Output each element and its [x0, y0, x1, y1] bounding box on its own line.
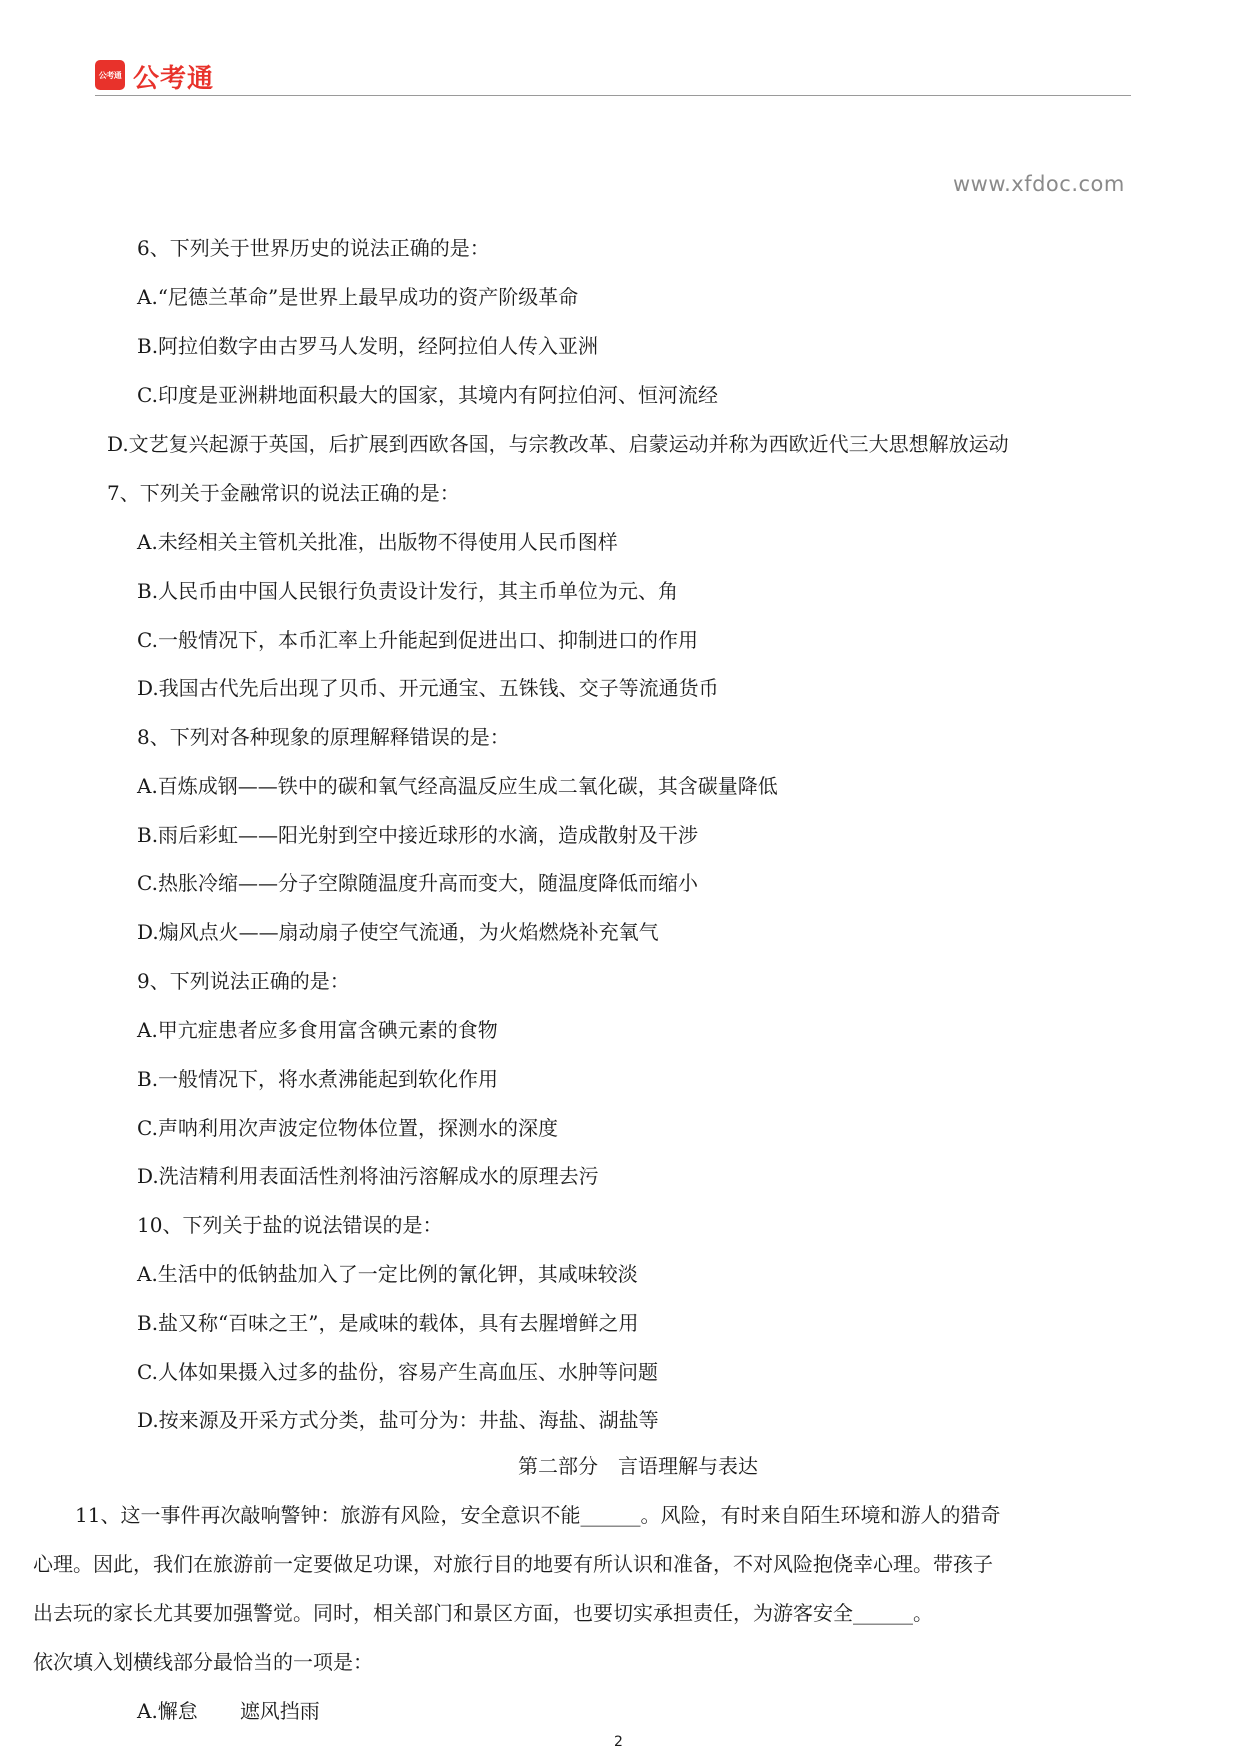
question-11-line-2: 心理。因此，我们在旅游前一定要做足功课，对旅行目的地要有所认识和准备，不对风险抱侥幸心理。带孩子 [33, 1552, 993, 1576]
question-6-stem: 6、下列关于世界历史的说法正确的是： [137, 236, 490, 260]
question-6-option-c: C.印度是亚洲耕地面积最大的国家，其境内有阿拉伯河、恒河流经 [137, 383, 718, 407]
question-6-option-a: A.“尼德兰革命”是世界上最早成功的资产阶级革命 [137, 285, 579, 309]
question-10-option-b: B.盐又称“百味之王”，是咸味的载体，具有去腥增鲜之用 [137, 1311, 639, 1335]
question-11-option-a-second: 遮风挡雨 [239, 1699, 320, 1723]
logo-text: 公考通 [133, 64, 215, 94]
question-9-option-a: A.甲亢症患者应多食用富含碘元素的食物 [137, 1018, 498, 1042]
question-9-option-d: D.洗洁精利用表面活性剂将油污溶解成水的原理去污 [137, 1164, 599, 1188]
logo-badge: 公考通 [95, 60, 125, 90]
question-7-stem: 7、下列关于金融常识的说法正确的是： [107, 481, 460, 505]
question-8-option-b: B.雨后彩虹——阳光射到空中接近球形的水滴，造成散射及干涉 [137, 823, 699, 847]
question-10-option-c: C.人体如果摄入过多的盐份，容易产生高血压、水肿等问题 [137, 1360, 658, 1384]
question-7-option-b: B.人民币由中国人民银行负责设计发行，其主币单位为元、角 [137, 579, 679, 603]
question-9-stem: 9、下列说法正确的是： [137, 969, 350, 993]
question-10-option-a: A.生活中的低钠盐加入了一定比例的氰化钾，其咸味较淡 [137, 1262, 638, 1286]
page-number: 2 [614, 1734, 623, 1750]
watermark-url: www.xfdoc.com [953, 172, 1125, 196]
question-9-option-b: B.一般情况下，将水煮沸能起到软化作用 [137, 1067, 499, 1091]
page-header [95, 58, 1131, 98]
question-11-option-a-first: A.懈怠 [137, 1699, 198, 1723]
question-7-option-a: A.未经相关主管机关批准，出版物不得使用人民币图样 [137, 530, 618, 554]
question-11-line-3: 出去玩的家长尤其要加强警觉。同时，相关部门和景区方面，也要切实承担责任，为游客安全______。 [33, 1601, 933, 1625]
question-10-stem: 10、下列关于盐的说法错误的是： [137, 1213, 443, 1237]
question-6-option-b: B.阿拉伯数字由古罗马人发明，经阿拉伯人传入亚洲 [137, 334, 599, 358]
question-9-option-c: C.声呐利用次声波定位物体位置，探测水的深度 [137, 1116, 558, 1140]
question-10-option-d: D.按来源及开采方式分类，盐可分为：井盐、海盐、湖盐等 [137, 1408, 659, 1432]
header-divider [95, 95, 1131, 96]
question-11-option-a [137, 1697, 320, 1725]
question-7-option-d: D.我国古代先后出现了贝币、开元通宝、五铢钱、交子等流通货币 [137, 676, 719, 700]
question-6-option-d: D.文艺复兴起源于英国，后扩展到西欧各国，与宗教改革、启蒙运动并称为西欧近代三大思想解放运动 [107, 432, 1009, 456]
question-8-option-c: C.热胀冷缩——分子空隙随温度升高而变大，随温度降低而缩小 [137, 871, 698, 895]
question-8-option-a: A.百炼成钢——铁中的碳和氧气经高温反应生成二氧化碳，其含碳量降低 [137, 774, 778, 798]
question-11-line-1: 11、这一事件再次敲响警钟：旅游有风险，安全意识不能______。风险，有时来自陌生环境和游人的猎奇 [75, 1503, 1001, 1527]
question-7-option-c: C.一般情况下，本币汇率上升能起到促进出口、抑制进口的作用 [137, 628, 698, 652]
question-8-stem: 8、下列对各种现象的原理解释错误的是： [137, 725, 510, 749]
section-title: 第二部分 言语理解与表达 [518, 1454, 758, 1478]
question-11-prompt: 依次填入划横线部分最恰当的一项是： [33, 1650, 373, 1674]
question-8-option-d: D.煽风点火——扇动扇子使空气流通，为火焰燃烧补充氧气 [137, 920, 659, 944]
